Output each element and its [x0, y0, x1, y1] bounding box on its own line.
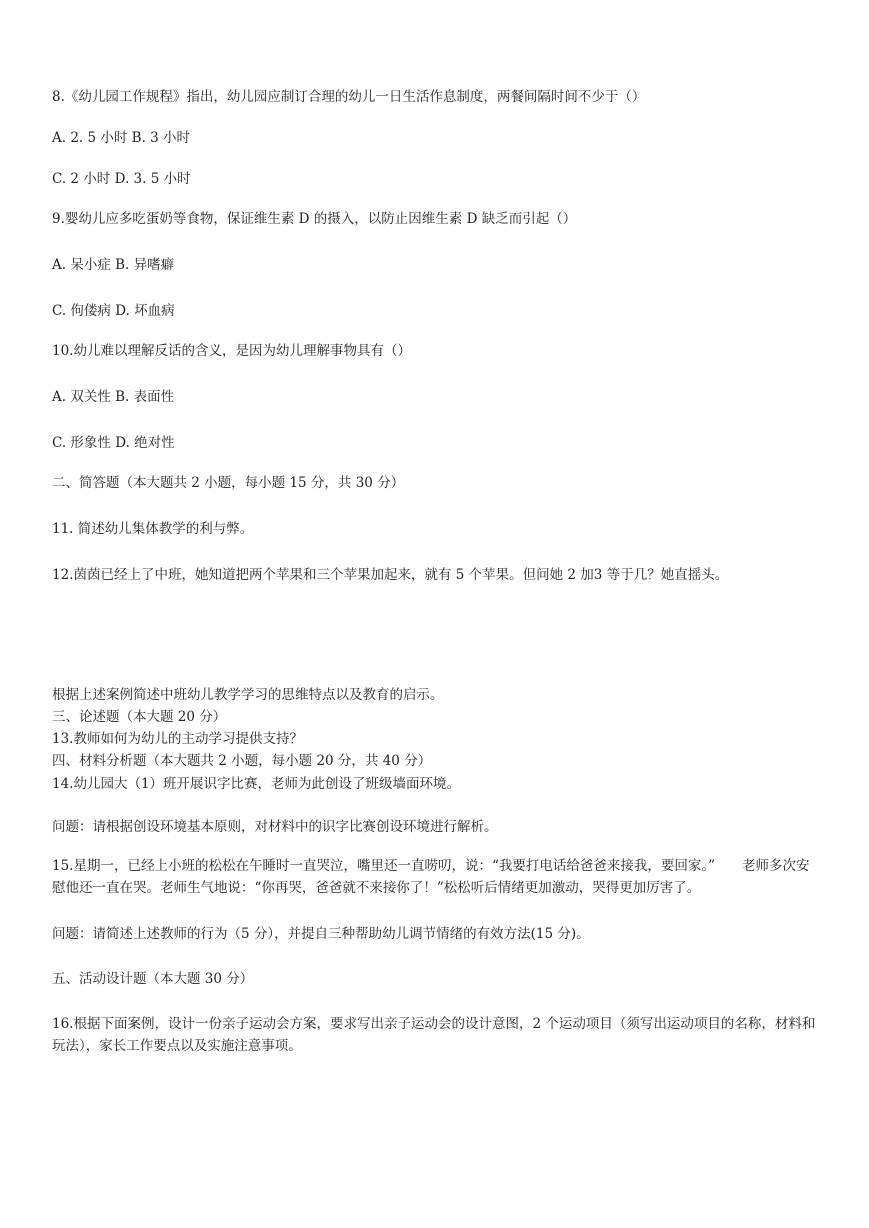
- q8-options-ab: A. 2. 5 小时 B. 3 小时: [52, 130, 191, 146]
- q8-stem: 8.《幼儿园工作规程》指出，幼儿园应制订合理的幼儿一日生活作息制度，两餐间隔时间不少于（）: [52, 89, 646, 105]
- q14-text: 14.幼儿园大（1）班开展识字比赛，老师为此创设了班级墙面环境。: [52, 776, 461, 792]
- q10-options-cd: C. 形象性 D. 绝对性: [52, 435, 175, 451]
- q15-question: 问题：请简述上述教师的行为（5 分），并提自三种帮助幼儿调节情绪的有效方法(15 分)。: [52, 926, 590, 942]
- q14-question: 问题：请根据创设环境基本原则，对材料中的识字比赛创设环境进行解析。: [52, 819, 498, 835]
- q9-options-cd: C. 佝偻病 D. 坏血病: [52, 303, 175, 319]
- q9-options-ab: A. 呆小症 B. 异嗜癖: [52, 257, 175, 273]
- section3-heading: 三、论述题（本大题 20 分）: [52, 709, 227, 725]
- q12-text: 12.茵茵已经上了中班，她知道把两个苹果和三个苹果加起来，就有 5 个苹果。但问她 2 加3 等于几？她直摇头。: [52, 567, 729, 583]
- q10-options-ab: A. 双关性 B. 表面性: [52, 389, 175, 405]
- q8-options-cd: C. 2 小时 D. 3. 5 小时: [52, 171, 191, 187]
- q9-stem: 9.婴幼儿应多吃蛋奶等食物，保证维生素 D 的摄入，以防止因维生素 D 缺乏而引起（）: [52, 211, 577, 227]
- section2-heading: 二、简答题（本大题共 2 小题，每小题 15 分，共 30 分）: [52, 475, 405, 491]
- q16-text: 16.根据下面案例，设计一份亲子运动会方案，要求写出亲子运动会的设计意图，2 个运动项目（须写出运动项目的名称，材料和玩法），家长工作要点以及实施注意事项。: [52, 1016, 816, 1054]
- q15-text: 15.星期一，已经上小班的松松在午睡时一直哭泣，嘴里还一直唠叨，说：“我要打电话给爸爸来接我，要回家。” 老师多次安慰他还一直在哭。老师生气地说：“你再哭，爸爸就不来接你了！”松松听后情绪更加激动，哭得更加厉害了。: [52, 858, 810, 896]
- section5-heading: 五、活动设计题（本大题 30 分）: [52, 971, 254, 987]
- q11-text: 11. 简述幼儿集体教学的利与弊。: [52, 521, 254, 537]
- q12-task: 根据上述案例简述中班幼儿教学学习的思维特点以及教育的启示。: [52, 687, 444, 703]
- q13-text: 13.教师如何为幼儿的主动学习提供支持？: [52, 731, 303, 747]
- q10-stem: 10.幼儿难以理解反话的含义，是因为幼儿理解事物具有（）: [52, 343, 411, 359]
- section4-heading: 四、材料分析题（本大题共 2 小题，每小题 20 分，共 40 分）: [52, 753, 432, 769]
